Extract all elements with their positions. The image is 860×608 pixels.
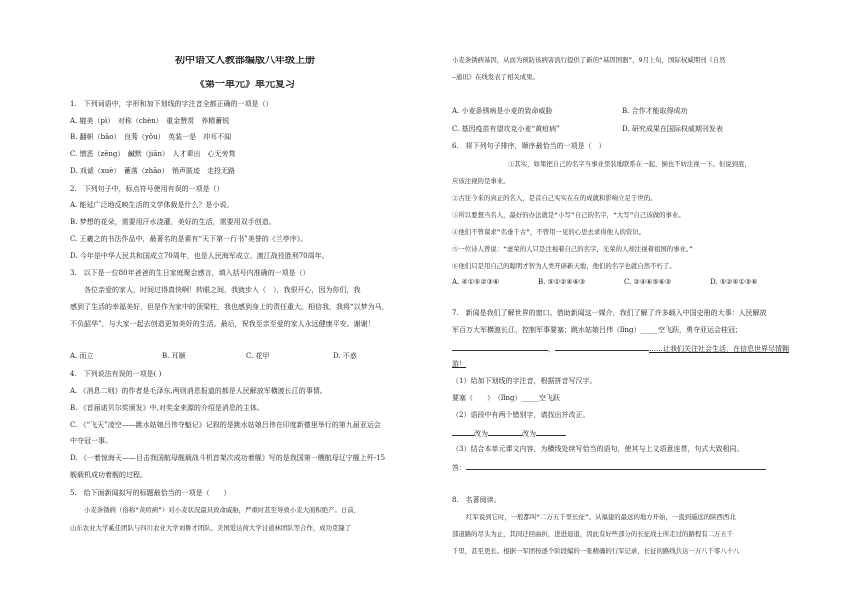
q4-option-a: A. 《消息二则》的作者是毛泽东,两则消息报道的都是人民解放军横渡长江的事情。 [70, 387, 327, 395]
q5-passage-line-4: —通讯》在线发表了相关成果。 [452, 73, 539, 81]
q7-subquestion-3: （3）结合本单元课文内容，为横线处续写恰当的语句，使其与上文语意连贯，句式大致相同。 [452, 445, 744, 453]
q3-option-a: A. 而立 [70, 352, 94, 360]
question-4: 4. 下列说法有误的一项是( ) [70, 370, 162, 378]
answer-label: 答： [452, 464, 466, 472]
q4-option-c-line-2: 中夺冠一事。 [70, 437, 112, 445]
q5-option-d: D. 研究成果在国际权威期刊发表 [622, 125, 723, 133]
q6-option-c: C. ②④⑥⑤⑥③ [624, 278, 672, 286]
q1-option-d: D. 戏谑（xuè） 蓄落（zhāo） 销声匿迹 走投无路 [70, 167, 235, 175]
q6-sentence-3: ③所以要想当名人，最好的办法就是“小写”自己的名字，“大写”自己该做的事业。 [452, 211, 685, 219]
answer-blank[interactable] [452, 343, 548, 351]
answer-blank[interactable] [466, 462, 766, 470]
question-1: 1. 下列词语中，字形和加下划线的字注音全都正确的一项是（） [70, 100, 273, 108]
q6-sentence-1: ①其实，如果把自己的名字当事业里装地联系在一起，倒也不妨注视一下。但说到底， [508, 160, 751, 168]
answer-blank[interactable] [536, 428, 566, 436]
q3-passage-line-3: 不负韶华”，与大家一起去创造更加美好的生活。最后，祝我至亲至爱的家人永远健康平安。谢谢！ [70, 320, 375, 328]
q2-option-c: C. 王羲之的书法作品中，最著名的是素有“天下第一行书”美誉的《兰亭序》。 [70, 235, 308, 243]
question-6: 6. 将下列句子排序，顺序最恰当的一项是（ ） [452, 142, 606, 150]
question-7-line-4: 游！ [452, 360, 466, 368]
q7-subquestion-3-answer [452, 462, 766, 473]
q4-option-d-line-1: D. 《一着惊海天——目击我国航母舰载战斗机首架次成功着舰》写的是我国第一艘航母辽宁舰上歼-15 [70, 454, 386, 462]
q7-subquestion-2-blanks [452, 428, 566, 439]
q4-option-c-line-1: C. 《“飞天”凌空——跳水姑娘吕伟夺魁记》记叙的是跳水姑娘吕伟在印度新德里举行的第九届亚运会 [70, 421, 381, 429]
q6-option-b: B. ⑤①②④⑥③ [538, 278, 586, 286]
question-3: 3. 以下是一位80年爸爸的生日家庭聚会感言，填入括号内准确的一项是（） [70, 269, 310, 277]
q5-option-b: B. 合作才能取得成功 [622, 107, 688, 115]
q7-subquestion-1-blanks: 要塞（ ） （lǐng）_____空飞跃 [452, 394, 560, 402]
document-subtitle: 《第一单元》单元复习 [195, 80, 295, 89]
q7-subquestion-1: （1）给加下划线的字注音，根据拼音写汉字。 [452, 377, 597, 385]
question-2: 2. 下列句子中，标点符号使用有误的一项是（） [70, 185, 224, 193]
question-7-line-3: ， ……让我们关注社会生活，在信息世界尽情翱 [452, 343, 789, 354]
q6-option-a: A. ④①⑤②③⑥ [452, 278, 500, 286]
q1-option-b: B. 翻帜（bāo） 良莠（yǒu） 英装一是 冲耳不闻 [70, 133, 232, 141]
q6-sentence-4: ④他们不曾谋求“名垂千古”，不曾用一见的心思去求得他人的资识。 [452, 228, 646, 236]
q3-option-d: D. 不惑 [333, 352, 357, 360]
q2-option-d: D. 今年是中华人民共和国成立70周年，也是人民海军成立、渡江战役胜利70周年。 [70, 252, 329, 260]
q1-option-c: C. 憎恶（zēng） 鹹默（jiān） 人才辈出 心无旁骛 [70, 150, 236, 158]
q7-subquestion-2: （2）语段中有两个错别字，请找出并改正。 [452, 411, 590, 419]
q8-passage-line-1: 红军说到它时，一般都叫“二万五千里长征”。从福建的最远的地方开始，一直到遥远的陕西西北 [466, 513, 736, 521]
q6-sentence-5: ⑤一位诗人曾说：“虚荣的人只是注视着自己的名字，光荣的人却注视着祖国的事业。” [452, 245, 693, 253]
q3-passage-line-2: 感到了生活的幸福美好，但是作为家中的顶梁柱，我也感到身上的责任重大。相信我，我将“以梦为马， [70, 303, 389, 311]
q4-option-b: B. 《首届诺贝尔奖颁发》中,对奖金来源的介绍是消息的主体。 [70, 404, 264, 412]
q5-passage-line-1: 小麦条锈病（俗称“黄疸病”）对小麦状况最具致命威胁，严重时甚至导致小麦大面积绝产。日前， [84, 506, 361, 514]
q5-option-c: C. 基因疫苗有望攻克小麦“黄疸病” [452, 125, 560, 133]
q5-passage-line-2: 山东农业大学奚佳团队与四川农业大学刘鲁才团队、美国爱达荷大学讨道林团队等合作，成功克隆了 [70, 524, 352, 532]
document-title: 初中语文人教部编版八年级上册 [175, 56, 315, 65]
q4-option-d-line-2: 舰载机成功着舰的过程。 [70, 471, 147, 479]
correction-label: 改为 [522, 430, 536, 438]
q6-sentence-2: ②古往今来的真正的名人，是首自己实实在在的成就和影响立足于世的。 [452, 194, 657, 202]
q5-passage-line-3: 小麦条锈病基因，从而为预防该病害流行提供了新的“基因国器”，9月上旬，国际权威期刊《自然 [452, 56, 726, 64]
q6-sentence-6: ⑥他们只是用自己的聪明才智为人类开辟新天地，他们的名字也就自然不朽了。 [452, 262, 676, 270]
q8-passage-line-2: 部道路的尽头为止，其间迂回曲折，进进退退，因此有好些部分的长征战士所走过的路程有二万五千 [452, 530, 734, 538]
question-7-line-1: 7. 新闻是我们了解世界的窗口。借助新闻这一媒介，我们了解了许多载入中国史册的大事：人民解放 [452, 309, 767, 317]
q7-underlined-phrase: ……让我们关注社会生活，在信息世界尽情翱 [649, 345, 789, 353]
question-8: 8. 名著阅读。 [452, 496, 501, 504]
q6-option-d: D. ⑤②④①③⑥ [710, 278, 758, 286]
answer-blank[interactable] [452, 428, 474, 436]
answer-blank[interactable] [555, 343, 649, 351]
q3-passage-line-1: 各位亲爱的家人，时间过得真快啊！转眼之间，我就步入（ ），我很开心，因为你们，我 [84, 286, 361, 294]
q5-option-a: A. 小麦条锈病是小麦的致命威胁 [452, 107, 553, 115]
q2-option-b: B. 梦想的花朵，需要用汗水浇灌，美好的生活，需要用双手创造。 [70, 218, 276, 226]
q3-option-c: C. 花甲 [246, 352, 270, 360]
correction-label: 改为 [474, 430, 488, 438]
answer-blank[interactable] [488, 428, 522, 436]
q2-option-a: A. 能延广泛地反映生活的文学体裁是什么？是小说。 [70, 201, 234, 209]
q8-passage-line-3: 千里，甚至更长。根据一军团按逐个阶段编的一张精确的行军记录，长征的路线共达一万八千零八十八 [452, 547, 740, 555]
question-7-line-2: 军百万大军横渡长江，控制军事要塞；跳水姑娘吕伟（lǐng）_____空飞跃，勇夺亚运会桂冠； [452, 326, 742, 334]
question-5: 5. 给下面新闻拟写的标题最恰当的一项是（ ） [70, 489, 231, 497]
q3-option-b: B. 耳顺 [162, 352, 186, 360]
q1-option-a: A. 媲美（pì） 对称（chèn） 重金赞赏 养精蓄锐 [70, 117, 230, 125]
q6-sentence-1-cont: 应该注视的是事业。 [452, 177, 510, 185]
